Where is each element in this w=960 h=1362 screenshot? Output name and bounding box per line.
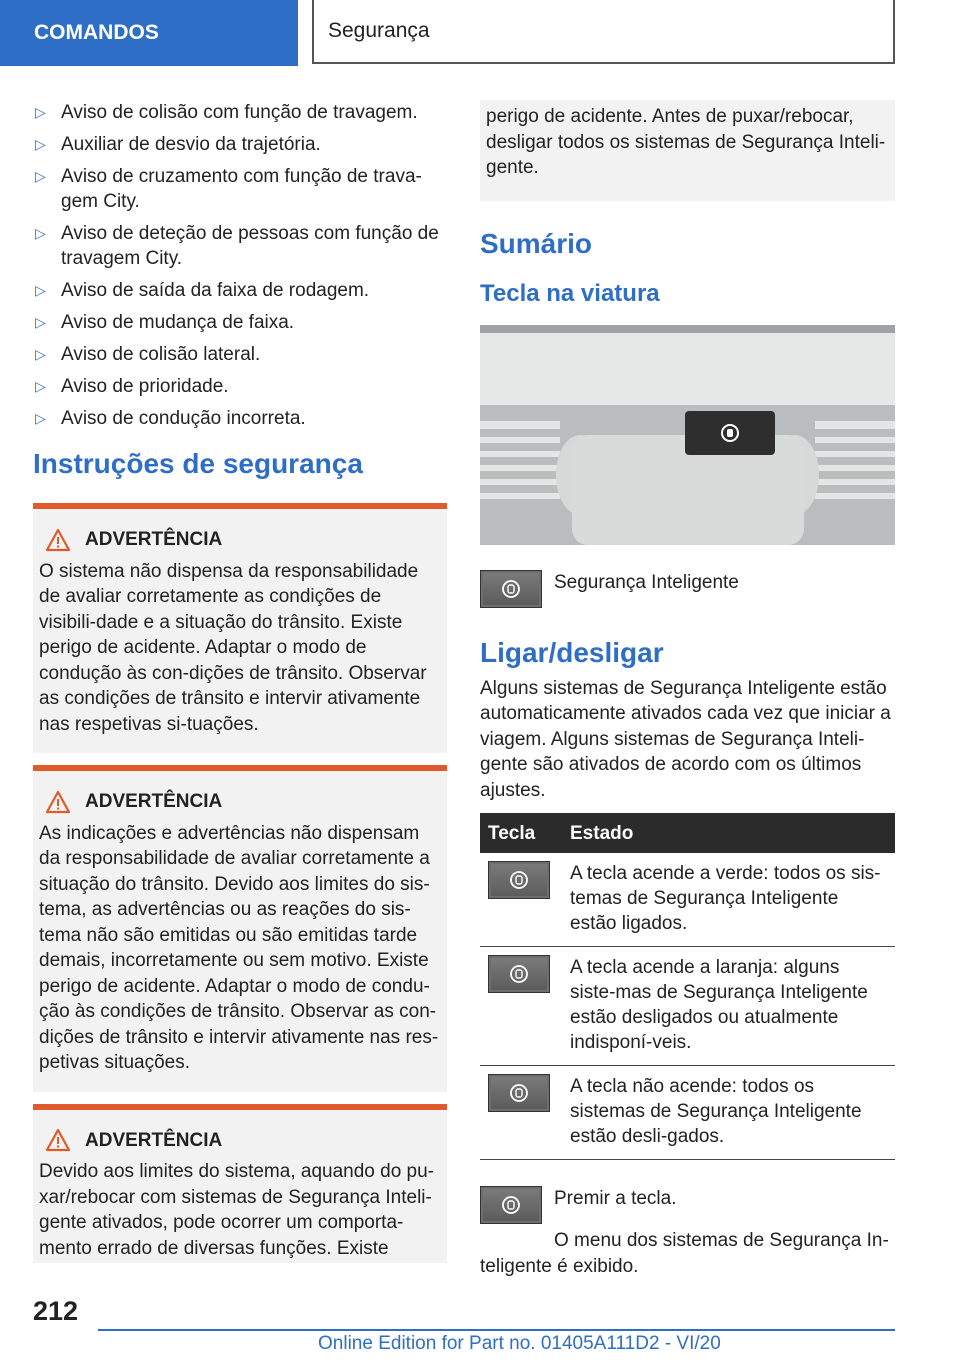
state-cell: A tecla acende a laranja: alguns siste-mas de Segurança Inteligente estão desligados ou atualmente indisponí-veis. — [562, 947, 895, 1066]
list-item: ▷ Aviso de colisão lateral. — [35, 344, 261, 365]
col-header-state: Estado — [562, 813, 895, 853]
safety-key-button[interactable] — [480, 570, 542, 608]
footer-edition: Online Edition for Part no. 01405A111D2 - VI/20 — [318, 1333, 721, 1354]
state-cell: A tecla não acende: todos os sistemas de Segurança Inteligente estão desli-gados. — [562, 1066, 895, 1160]
list-item: ▷ Aviso de colisão com função de travagem. — [35, 102, 418, 123]
list-item: ▷ Aviso de prioridade. — [35, 376, 229, 397]
triangle-bullet-icon: ▷ — [35, 168, 46, 184]
warning-box — [33, 503, 447, 753]
toggle-text: Alguns sistemas de Segurança Inteligente estão automaticamente ativados cada vez que iniciar a viagem. Alguns sistemas de Segurança Inteli-gente são ativados de acordo com os últimos ajustes. — [480, 677, 891, 801]
feature-list — [33, 100, 447, 431]
right-column — [480, 100, 895, 1279]
list-item: ▷ Aviso de cruzamento com função de trava-gem City. — [35, 166, 422, 212]
warning-triangle-icon — [45, 1128, 71, 1152]
list-item: ▷ Auxiliar de desvio da trajetória. — [35, 134, 321, 155]
warning-title: ADVERTÊNCIA — [85, 791, 223, 812]
dashboard-photo — [480, 325, 895, 545]
key-label: Segurança Inteligente — [554, 571, 739, 593]
table-header-row — [480, 813, 895, 853]
warning-text: As indicações e advertências não dispensam da responsabilidade de avaliar corretamente a situação do trânsito. Devido aos limites do sis-tema, as advertências ou as reações do sis-tema não são emitidas ou são emitidas tarde demais, incorretamente ou sem motivo. Existe perigo de acidente. Adaptar o modo de condu-ção às condições de trânsito. Observar as con-dições de trânsito e intervir ativamente nas res-petivas situações. — [39, 822, 439, 1073]
warning-box — [33, 765, 447, 1092]
safety-key-button — [488, 955, 550, 993]
triangle-bullet-icon: ▷ — [35, 346, 46, 362]
page-number: 212 — [33, 1296, 79, 1326]
safety-key-icon — [509, 870, 529, 890]
state-cell: A tecla acende a verde: todos os sis-temas de Segurança Inteligente estão ligados. — [562, 853, 895, 947]
safety-key-button[interactable] — [480, 1186, 542, 1224]
triangle-bullet-icon: ▷ — [35, 282, 46, 298]
continued-warning: perigo de acidente. Antes de puxar/rebocar, desligar todos os sistemas de Segurança Inteli-gente. — [480, 100, 895, 201]
safety-key-icon — [509, 964, 529, 984]
left-column — [33, 100, 447, 1275]
triangle-bullet-icon: ▷ — [35, 410, 46, 426]
warning-title: ADVERTÊNCIA — [85, 1129, 223, 1151]
table-row — [480, 947, 895, 1066]
triangle-bullet-icon: ▷ — [35, 104, 46, 120]
key-legend — [480, 570, 895, 608]
footer-divider — [98, 1329, 895, 1331]
chapter-label: COMANDOS — [34, 21, 159, 44]
key-heading: Tecla na viatura — [480, 279, 660, 307]
safety-heading: Instruções de segurança — [33, 448, 363, 479]
list-item: ▷ Aviso de condução incorreta. — [35, 408, 306, 429]
warning-title: ADVERTÊNCIA — [85, 529, 223, 550]
warning-text: O sistema não dispensa da responsabilidade de avaliar corretamente as condições de visibili-dade e a situação do trânsito. Existe perigo de acidente. Adaptar o modo de condução às con-dições de trânsito. Observar as condições de trânsito e intervir ativamente nas respetivas si-tuações. — [39, 560, 427, 735]
table-row — [480, 853, 895, 947]
toggle-heading: Ligar/desligar — [480, 636, 664, 668]
warning-text: Devido aos limites do sistema, aquando do pu-xar/rebocar com sistemas de Segurança Inteli-gente ativados, pode ocorrer um comporta-mento errado de diversas funções. Existe — [39, 1161, 435, 1259]
section-header — [312, 0, 895, 64]
safety-key-button — [488, 861, 550, 899]
table-row — [480, 1066, 895, 1160]
triangle-bullet-icon: ▷ — [35, 225, 46, 241]
press-step — [480, 1186, 895, 1224]
list-item: ▷ Aviso de saída da faixa de rodagem. — [35, 280, 370, 301]
warning-triangle-icon — [45, 528, 71, 552]
safety-key-button — [488, 1074, 550, 1112]
list-item: ▷ Aviso de mudança de faixa. — [35, 312, 295, 333]
triangle-bullet-icon: ▷ — [35, 378, 46, 394]
triangle-bullet-icon: ▷ — [35, 136, 46, 152]
section-label: Segurança — [328, 19, 430, 42]
chapter-tab — [0, 0, 298, 66]
safety-key-icon — [501, 1195, 521, 1215]
state-table — [480, 813, 895, 1160]
press-instruction: Premir a tecla. — [554, 1188, 677, 1209]
list-item: ▷ Aviso de deteção de pessoas com função de travagem City. — [35, 223, 439, 269]
safety-key-icon — [509, 1083, 529, 1103]
safety-key-icon — [501, 579, 521, 599]
triangle-bullet-icon: ▷ — [35, 314, 46, 330]
summary-heading: Sumário — [480, 227, 593, 259]
warning-triangle-icon — [45, 790, 71, 814]
warning-box — [33, 1104, 447, 1264]
col-header-key: Tecla — [480, 813, 562, 853]
menu-text: O menu dos sistemas de Segurança In-teligente é exibido. — [480, 1230, 889, 1277]
